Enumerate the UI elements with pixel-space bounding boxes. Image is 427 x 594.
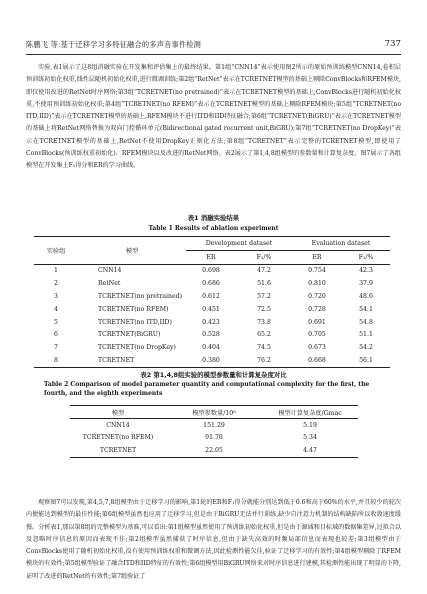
- table-row: [70, 419, 358, 432]
- complexity-table: [70, 405, 358, 458]
- table-row: [34, 290, 390, 303]
- cell-dev-f1: 73.8: [257, 318, 271, 326]
- cell-group: 8: [34, 354, 78, 367]
- cell-eval-f1: 51.1: [359, 331, 373, 339]
- body-paragraph-2: 观察图7可以发现,第4,5,7,8组模型由于迁移学习的影响,第1轮的ER和F₁得分就能分别达到低于0.6和高于60%的水平,并且较少的轮次内便能达到模型的最佳性能;第6组模型虽然也应用了迁移学习,但是由于BiGRU无法并行训练,缺少自注意力机制的结构缺陷所以收敛速度缓慢。分析表1,那以第8组的完整模型为基准,可以看出:第1组模型虽然使用了预训练初始化权重,但是由于源域和目标域的数据集差异,过拟合以及忽略时序信息的原因而表现不佳;第2组模型虽然捕获了时序信息,但由于缺失高效的时频局部信息而表现也较差;第3组模型由于ConvBlocks使用了随机初始化权重,没有使用预训练权重和微调方法,因此检测性能欠佳,验证了迁移学习的有效性;第4组模型剔除了RFEM模块的有效性;第5组模型验证了融合ITD和IID特征的有效性;第6组模型用BiGRU网络来对时序信息进行建模,其检测性能出现了明显的下降,证明了改进的RetNet的有效性;第7组验证了: [26, 499, 401, 580]
- cell-model: CNN14: [106, 422, 130, 430]
- cell-eval-f1: 54.8: [359, 318, 373, 326]
- cell-dev-f1: 74.5: [257, 344, 271, 352]
- table-row: [34, 329, 390, 342]
- cell-eval-er: 0.720: [308, 293, 326, 301]
- col-header-eval: Evaluation dataset: [292, 237, 390, 251]
- cell-model: TCRETNET: [78, 354, 186, 367]
- cell-dev-er: 0.451: [202, 305, 220, 313]
- cell-eval-er: 0.668: [292, 354, 342, 367]
- col-header-model: 模型: [78, 237, 186, 265]
- cell-dev-f1: 47.2: [257, 267, 271, 275]
- table2-caption: [0, 371, 427, 380]
- cell-dev-f1: 72.5: [257, 305, 271, 313]
- cell-model: TCRETNET(no pretrained): [98, 293, 183, 301]
- cell-eval-f1: 48.6: [359, 293, 373, 301]
- col-header-dev-f1: F₁/%: [236, 250, 292, 264]
- table-row: [34, 341, 390, 354]
- table1-caption-cn: 表1 消融实验结果: [187, 214, 240, 222]
- cell-complexity: 4.47: [262, 444, 358, 457]
- cell-dev-er: 0.686: [202, 280, 220, 288]
- running-header: [26, 40, 401, 52]
- col-header-dev-er: ER: [186, 250, 236, 264]
- col-header-eval-f1: F₁/%: [342, 250, 390, 264]
- cell-model: TCRETNET: [70, 444, 166, 457]
- cell-model: TCRETNET(no RFEM): [98, 305, 169, 313]
- cell-complexity: 5.19: [303, 422, 317, 430]
- cell-eval-er: 0.673: [308, 344, 326, 352]
- cell-model: TCRETNET(no ITD,IID): [98, 318, 172, 326]
- cell-model: TCRETNET(no RFEM): [82, 434, 154, 442]
- table-row: [34, 316, 390, 329]
- cell-dev-f1: 57.2: [257, 293, 271, 301]
- cell-eval-f1: 54.2: [359, 344, 373, 352]
- cell-eval-er: 0.728: [308, 305, 326, 313]
- table-row: [70, 444, 358, 457]
- table1-caption: [0, 214, 427, 223]
- cell-params: 22.05: [166, 444, 262, 457]
- table1-caption-en: Table 1 Results of ablation experiment: [148, 225, 279, 232]
- cell-eval-f1: 56.1: [342, 354, 390, 367]
- cell-dev-er: 0.698: [202, 267, 220, 275]
- cell-group: 7: [54, 344, 58, 352]
- cell-eval-f1: 54.1: [359, 305, 373, 313]
- page-number: 737: [384, 39, 401, 49]
- col-header-eval-er: ER: [292, 250, 342, 264]
- header-rule: [26, 54, 401, 55]
- col-header-complexity: 模型计算复杂度/Gmac: [262, 406, 358, 419]
- table2-caption-en: Table 2 Comparison of model parameter quantity and computational complexity for the first, the fourth, and the eighth experiments: [44, 381, 370, 397]
- cell-dev-f1: 76.2: [236, 354, 292, 367]
- ablation-results-table: [34, 236, 390, 368]
- cell-group: 4: [54, 305, 58, 313]
- cell-dev-f1: 65.2: [257, 331, 271, 339]
- col-header-dev: Development dataset: [186, 237, 292, 251]
- cell-params: 91.78: [205, 434, 223, 442]
- cell-dev-f1: 51.6: [257, 280, 271, 288]
- cell-model: TCRETNET(no DropKey): [98, 344, 176, 352]
- table-row: [34, 277, 390, 290]
- table-row: [70, 432, 358, 444]
- cell-dev-er: 0.528: [202, 331, 220, 339]
- table-row: [34, 354, 390, 367]
- cell-eval-er: 0.754: [308, 267, 326, 275]
- body-paragraph-1: 实验,表1展示了这8组消融实验在开发集和评估集上的最终结果。第1组“CNN14”表示使用图2所示的原始预训练模型CNN14,卷积层预训练初始化权重,线性层随机初始化权重,进行微调训练;第2组“RetNet”表示在TCRETNET模型的基础上剔除ConvBlocks和RFEM模块,即仅使用改进的RetNet时序网络;第3组“TCRETNET(no pretrained)”表示在TCRETNET模型的基础上,ConvBlocks进行随机初始化权重,不使用预训练初始化权重;第4组“TCRETNET(no RFEM)”表示在TCRETNET模型的基础上剔除RFEM模块;第5组“TCRETNET(no ITD,IID)”表示在TCRETNET模型的基础上,RFEM模块不进行ITD和IID特征融合;第6组“TCRETNET(BiGRU)”表示在TCRETNET模型的基础上将RetNet网络替换为双向门控循环单元(Bidirectional gated recurrent unit,BiGRU);第7组“TCRETNET(no DropKey)”表示在TCRETNET模型的基础上,RetNet不使用DropKey正则化方法;第8组“TCRETNET”表示完整的TCRETNET模型,即使用了ConvBlocks(预训练权重初始化)、RFEM模块以及改进的RetNet网络。表2展示了第1,4,8组模型的参数量和计算复杂度。图7展示了各组模型在开发集上F₁得分和ER的学习曲线。: [26, 64, 401, 170]
- cell-dev-er: 0.612: [202, 293, 220, 301]
- cell-group: 2: [54, 280, 58, 288]
- cell-params: 151.29: [203, 422, 225, 430]
- running-title: 陈鹏飞 等:基于迁移学习多特征融合的多声音事件检测: [26, 40, 202, 49]
- table2-caption-cn: 表2 第1,4,8组实验的模型参数量和计算复杂度对比: [140, 371, 287, 379]
- cell-eval-er: 0.705: [308, 331, 326, 339]
- cell-model: CNN14: [98, 267, 122, 275]
- col-header-model: 模型: [70, 406, 166, 419]
- cell-dev-er: 0.380: [186, 354, 236, 367]
- cell-eval-er: 0.810: [308, 280, 326, 288]
- cell-eval-f1: 37.9: [359, 280, 373, 288]
- table-row: [34, 303, 390, 316]
- cell-group: 5: [54, 318, 58, 326]
- cell-dev-er: 0.404: [202, 344, 220, 352]
- table-row: [34, 264, 390, 277]
- cell-group: 3: [54, 293, 58, 301]
- col-header-group: 实验组: [34, 237, 78, 265]
- cell-eval-er: 0.691: [308, 318, 326, 326]
- cell-dev-er: 0.423: [202, 318, 220, 326]
- cell-group: 6: [54, 331, 58, 339]
- cell-eval-f1: 42.3: [359, 267, 373, 275]
- cell-complexity: 5.34: [303, 434, 317, 442]
- cell-model: RetNet: [98, 280, 121, 288]
- col-header-params: 模型参数量/10⁶: [166, 406, 262, 419]
- cell-model: TCRETNET(BiGRU): [98, 331, 161, 339]
- cell-group: 1: [54, 267, 58, 275]
